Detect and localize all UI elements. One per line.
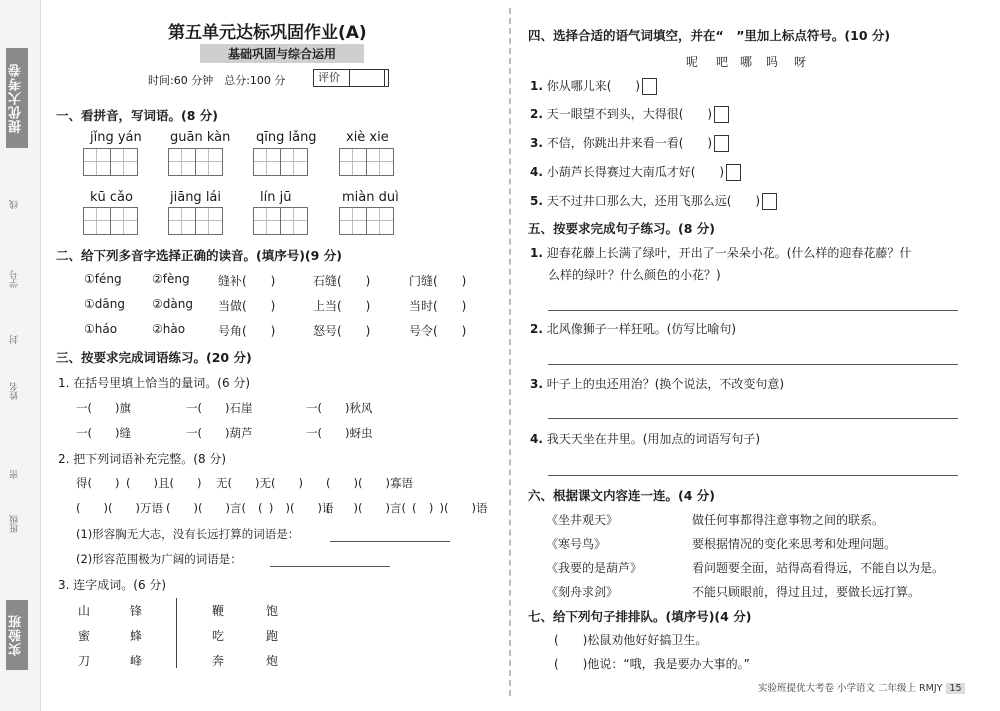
s3-q2-prompt: 2. 把下列词语补充完整。(8 分) [58, 452, 227, 466]
side-label-name: 姓名 [10, 382, 20, 400]
char-r-3b: 炮 [266, 654, 279, 668]
story-4[interactable]: 《刻舟求剑》 [546, 585, 619, 599]
punct-box-2[interactable] [714, 106, 729, 123]
idiom-3[interactable]: 无( )无( ) [216, 476, 303, 490]
side-label-id: 学号 [10, 270, 20, 288]
idiom-6[interactable]: ( )( )言( ) [166, 501, 274, 515]
brand-label-bottom: 实验班 [6, 600, 28, 670]
pinyin-3: qīng lǎng [256, 130, 317, 145]
reading-a-1: ①féng [84, 272, 122, 286]
pinyin-7: lín jū [260, 190, 292, 205]
char-l-2b: 蜂 [130, 629, 143, 643]
char-l-1a: 山 [78, 604, 91, 618]
s3-q2-sub-b: (2)形容范围极为广阔的词语是： [76, 552, 242, 566]
section-5-heading: 五、按要求完成句子练习。(8 分) [528, 221, 715, 236]
idiom-8[interactable]: ( )( )言( ) [326, 501, 434, 515]
reading-b-3: ②hào [152, 322, 186, 336]
char-r-2b: 跑 [266, 629, 279, 643]
time-score-info: 时间:60 分钟 总分:100 分 [148, 74, 286, 87]
pinyin-4: xiè xie [346, 130, 389, 145]
word-2-1[interactable]: 当做( ) [218, 299, 276, 313]
s4-item-2: 2. 天一眼望不到头，大得很( ) [530, 105, 729, 123]
side-label-line: 线 [10, 200, 20, 209]
idiom-9[interactable]: ( )( )语 [412, 501, 488, 515]
idiom-7[interactable]: ( )( )语 [258, 501, 334, 515]
particle-5: 呀 [794, 55, 807, 69]
story-1[interactable]: 《坐井观天》 [546, 513, 619, 527]
char-l-3a: 刀 [78, 654, 91, 668]
particle-4: 吗 [766, 55, 779, 69]
idiom-2[interactable]: ( )且( ) [126, 476, 202, 490]
section-2-heading: 二、给下列多音字选择正确的读音。(填序号)(9 分) [56, 248, 342, 263]
word-3-3[interactable]: 号令( ) [409, 324, 467, 338]
char-grid-6[interactable] [169, 207, 223, 235]
page-divider [509, 8, 511, 696]
word-1-2[interactable]: 石缝( ) [313, 274, 371, 288]
section-3-heading: 三、按要求完成词语练习。(20 分) [56, 350, 252, 365]
reading-b-1: ②fèng [152, 272, 190, 286]
answer-line-q2b[interactable] [270, 566, 390, 567]
char-grid-7[interactable] [254, 207, 308, 235]
char-r-1b: 饱 [266, 604, 279, 618]
side-label-seal: 封 [10, 335, 20, 344]
word-1-3[interactable]: 门缝( ) [409, 274, 467, 288]
column-divider [176, 598, 177, 668]
measure-word-3[interactable]: 一( )秋风 [306, 401, 373, 415]
s5-q1-line2: 么样的绿叶？什么颜色的小花？) [548, 268, 721, 282]
word-3-2[interactable]: 怒号( ) [313, 324, 371, 338]
char-l-1b: 锋 [130, 604, 143, 618]
order-item-1[interactable]: ( )松鼠劝他好好搞卫生。 [554, 633, 708, 647]
reading-a-2: ①dāng [84, 297, 125, 311]
char-r-3a: 奔 [212, 654, 225, 668]
punct-box-4[interactable] [726, 164, 741, 181]
answer-line-s5-1[interactable] [548, 310, 958, 311]
section-7-heading: 七、给下列句子排排队。(填序号)(4 分) [528, 609, 752, 624]
evaluation-input-box[interactable] [349, 69, 385, 87]
measure-word-2[interactable]: 一( )石崖 [186, 401, 253, 415]
char-l-3b: 峰 [130, 654, 143, 668]
answer-line-s5-2[interactable] [548, 364, 958, 365]
measure-word-4[interactable]: 一( )缝 [76, 426, 131, 440]
page-title: 第五单元达标巩固作业(A) [168, 23, 367, 43]
story-3[interactable]: 《我要的是葫芦》 [546, 561, 643, 575]
s3-q3-prompt: 3. 连字成词。(6 分) [58, 578, 167, 592]
brand-label-top: 提优大考卷 [6, 48, 28, 148]
answer-line-q2a[interactable] [330, 541, 450, 542]
reading-a-3: ①háo [84, 322, 118, 336]
particle-2: 吧 [716, 55, 729, 69]
char-r-2a: 吃 [212, 629, 225, 643]
page-subtitle: 基础巩固与综合运用 [200, 44, 364, 63]
pinyin-5: kū cǎo [90, 190, 133, 205]
char-grid-5[interactable] [84, 207, 138, 235]
answer-line-s5-4[interactable] [548, 475, 958, 476]
side-label-secret: 密 [10, 470, 20, 479]
char-r-1a: 鞭 [212, 604, 225, 618]
s5-q2: 2. 北风像狮子一样狂吼。(仿写比喻句) [530, 322, 737, 336]
char-l-2a: 蜜 [78, 629, 91, 643]
lesson-2[interactable]: 要根据情况的变化来思考和处理问题。 [692, 537, 897, 551]
binding-strip [0, 0, 41, 711]
evaluation-label: 评价 [318, 71, 340, 84]
story-2[interactable]: 《寒号鸟》 [546, 537, 607, 551]
reading-b-2: ②dàng [152, 297, 193, 311]
pinyin-2: guān kàn [170, 130, 231, 145]
measure-word-1[interactable]: 一( )旗 [76, 401, 131, 415]
side-label-class: 班级 [10, 515, 20, 533]
s4-item-1: 1. 你从哪儿来( ) [530, 77, 657, 95]
s5-q3: 3. 叶子上的虫还用治？(换个说法，不改变句意) [530, 377, 785, 391]
s3-q2-sub-a: (1)形容胸无大志，没有长远打算的词语是： [76, 527, 300, 541]
s4-item-4: 4. 小葫芦长得赛过大南瓜才好( ) [530, 163, 741, 181]
particle-3: 哪 [740, 55, 753, 69]
punct-box-1[interactable] [642, 78, 657, 95]
footer-text: 实验班提优大考卷 小学语文 二年级上 RMJY [758, 683, 943, 694]
lesson-1[interactable]: 做任何事都得注意事物之间的联系。 [692, 513, 885, 527]
section-6-heading: 六、根据课文内容连一连。(4 分) [528, 488, 715, 503]
idiom-1[interactable]: 得( ) [76, 476, 120, 490]
s5-q4: 4. 我天天坐在井里。(用加点的词语写句子) [530, 432, 761, 446]
s3-q1-prompt: 1. 在括号里填上恰当的量词。(6 分) [58, 376, 251, 390]
pinyin-6: jiāng lái [170, 190, 222, 205]
s4-item-3: 3. 不信，你跳出井来看一看( ) [530, 134, 729, 152]
section-4-heading: 四、选择合适的语气词填空，并在“ ”里加上标点符号。(10 分) [528, 28, 891, 43]
punct-box-5[interactable] [762, 193, 777, 210]
measure-word-5[interactable]: 一( )葫芦 [186, 426, 253, 440]
word-2-3[interactable]: 当时( ) [409, 299, 467, 313]
page-footer [758, 680, 965, 694]
order-item-2[interactable]: ( )他说：“哦，我是要办大事的。” [554, 657, 750, 671]
measure-word-6[interactable]: 一( )蚜虫 [306, 426, 373, 440]
lesson-4[interactable]: 不能只顾眼前，得过且过，要做长远打算。 [692, 585, 921, 599]
particle-1: 呢 [686, 55, 699, 69]
char-grid-3[interactable] [254, 148, 308, 176]
s4-item-5: 5. 天不过井口那么大，还用飞那么远( ) [530, 192, 777, 210]
s5-q1-line1: 1. 迎春花藤上长满了绿叶，开出了一朵朵小花。(什么样的迎春花藤？什 [530, 246, 912, 260]
char-grid-1[interactable] [84, 148, 138, 176]
word-3-1[interactable]: 号角( ) [218, 324, 276, 338]
char-grid-4[interactable] [340, 148, 394, 176]
punct-box-3[interactable] [714, 135, 729, 152]
lesson-3[interactable]: 看问题要全面，站得高看得远，不能自以为是。 [692, 561, 945, 575]
idiom-4[interactable]: ( )( )寡语 [326, 476, 413, 490]
word-1-1[interactable]: 缝补( ) [218, 274, 276, 288]
page-number: 15 [946, 683, 964, 694]
char-grid-2[interactable] [169, 148, 223, 176]
pinyin-1: jǐng yán [90, 130, 142, 145]
char-grid-8[interactable] [340, 207, 394, 235]
word-2-2[interactable]: 上当( ) [313, 299, 371, 313]
idiom-5[interactable]: ( )( )万语 [76, 501, 163, 515]
evaluation-box[interactable] [313, 69, 389, 87]
section-1-heading: 一、看拼音，写词语。(8 分) [56, 108, 218, 123]
answer-line-s5-3[interactable] [548, 418, 958, 419]
pinyin-8: miàn duì [342, 190, 399, 205]
